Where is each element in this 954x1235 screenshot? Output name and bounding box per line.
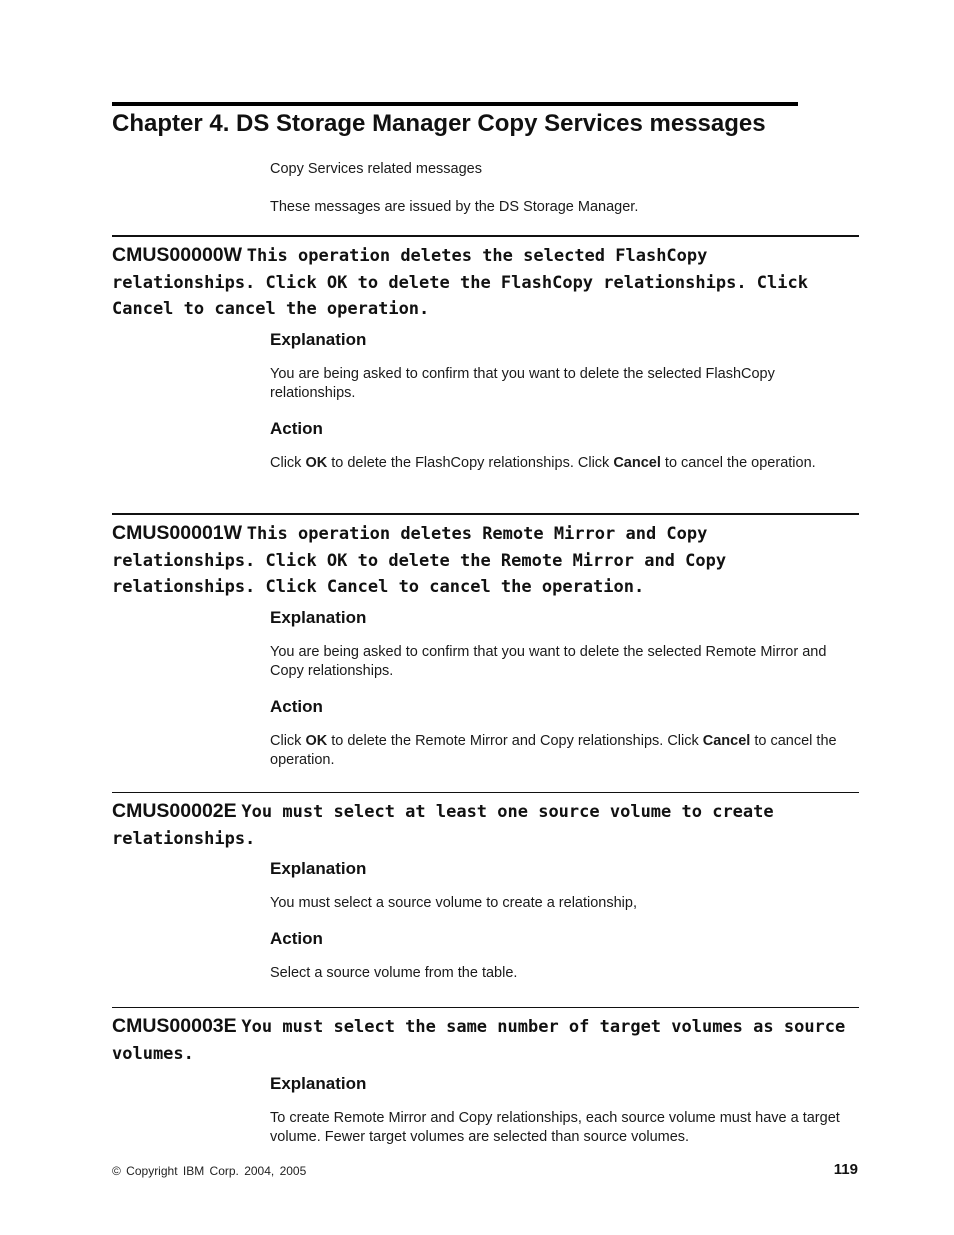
explanation-heading: Explanation: [270, 607, 367, 627]
message-text: This operation deletes the selected FlashCopy relationships. Click OK to delete the FlashCopy relationships. Click Cancel to cancel the operation.: [112, 246, 808, 319]
message-entry: [112, 513, 859, 770]
action-heading: Action: [270, 929, 323, 948]
message-id: CMUS00000W: [112, 244, 243, 266]
section-rule: [112, 1007, 859, 1008]
message-text: You must select at least one source volume to create relationships.: [112, 802, 774, 849]
message-entry: [112, 235, 859, 473]
message-heading: [112, 520, 859, 601]
action-heading: Action: [270, 418, 323, 438]
cancel-label: Cancel: [702, 732, 751, 749]
intro-text: Copy Services related messages: [270, 161, 482, 177]
message-heading: [112, 1013, 859, 1067]
message-text: This operation deletes Remote Mirror and Copy relationships. Click OK to delete the Remote Mirror and Copy relationships. Click Cancel to cancel the operation.: [112, 524, 727, 597]
message-id: CMUS00001W: [112, 522, 243, 544]
message-entry: [112, 1007, 859, 1147]
explanation-text: To create Remote Mirror and Copy relationships, each source volume must have a target volume. Fewer target volumes are selected than source volumes.: [270, 1110, 840, 1145]
chapter-title: Chapter 4. DS Storage Manager Copy Services messages: [112, 110, 766, 137]
message-id: CMUS00003E: [112, 1015, 237, 1037]
ok-label: OK: [305, 732, 328, 749]
section-rule: [112, 513, 859, 515]
section-rule: [112, 792, 859, 793]
action-heading: Action: [270, 696, 323, 716]
explanation-text: You are being asked to confirm that you want to delete the selected Remote Mirror and Copy relationships.: [270, 643, 827, 679]
explanation-heading: Explanation: [270, 859, 367, 878]
message-heading: [112, 242, 859, 323]
message-id: CMUS00002E: [112, 800, 237, 822]
action-text: Select a source volume from the table.: [270, 965, 518, 981]
message-text: You must select the same number of target volumes as source volumes.: [112, 1017, 846, 1064]
page-number: 119: [833, 1161, 858, 1178]
copyright-notice: © Copyright IBM Corp. 2004, 2005: [112, 1164, 307, 1178]
message-entry: [112, 792, 859, 983]
intro-text: These messages are issued by the DS Storage Manager.: [270, 199, 639, 215]
explanation-heading: Explanation: [270, 329, 367, 349]
explanation-text: You are being asked to confirm that you want to delete the selected FlashCopy relationships.: [270, 365, 775, 401]
section-rule: [112, 235, 859, 237]
explanation-heading: Explanation: [270, 1074, 367, 1093]
action-text: Click OK to delete the Remote Mirror and Copy relationships. Click Cancel to cancel the operation.: [270, 732, 837, 768]
ok-label: OK: [305, 454, 328, 471]
chapter-rule: [112, 102, 798, 106]
message-heading: [112, 798, 859, 852]
explanation-text: You must select a source volume to create a relationship,: [270, 895, 637, 911]
action-text: Click OK to delete the FlashCopy relationships. Click Cancel to cancel the operation.: [270, 454, 816, 471]
cancel-label: Cancel: [613, 454, 661, 471]
